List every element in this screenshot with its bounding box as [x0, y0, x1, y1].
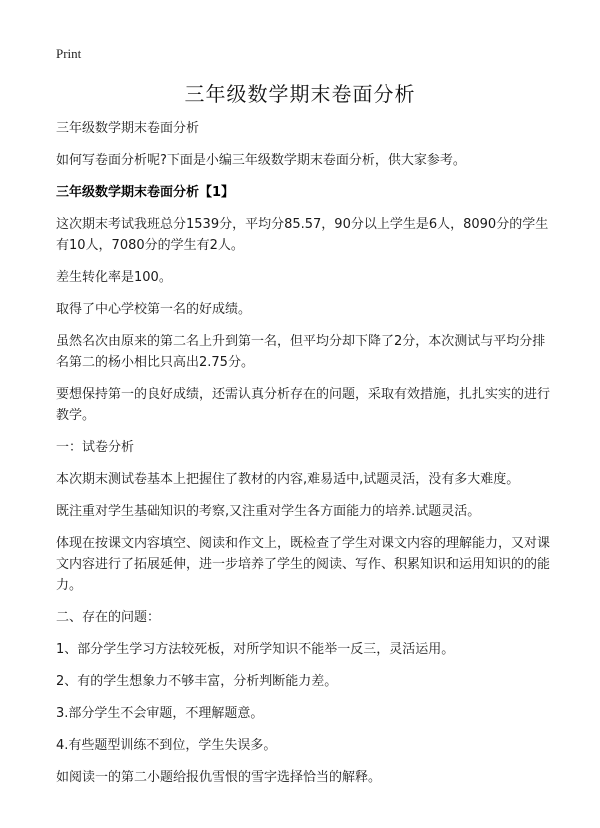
body-paragraph: 既注重对学生基础知识的考察,又注重对学生各方面能力的培养.试题灵活。: [56, 504, 481, 519]
list-item: 3.部分学生不会审题，不理解题意。: [56, 706, 264, 721]
body-paragraph: 这次期末考试我班总分1539分，平均分85.57，90分以上学生是6人，8090分的学生有10人，7080分的学生有2人。: [56, 217, 549, 253]
subtitle-paragraph: 三年级数学期末卷面分析: [56, 121, 200, 136]
document-body: [56, 118, 556, 799]
body-paragraph: 差生转化率是100。: [56, 270, 172, 285]
list-item: 1、部分学生学习方法较死板，对所学知识不能举一反三，灵活运用。: [56, 642, 455, 657]
body-paragraph: 取得了中心学校第一名的好成绩。: [56, 302, 252, 317]
document-title: 三年级数学期末卷面分析: [184, 82, 416, 106]
body-paragraph: 体现在按课文内容填空、阅读和作文上，既检查了学生对课文内容的理解能力，又对课文内容进行了拓展延伸，进一步培养了学生的阅读、写作、积累知识和运用知识的的能力。: [56, 536, 551, 593]
body-paragraph: 虽然名次由原来的第二名上升到第一名，但平均分却下降了2分，本次测试与平均分排名第二的杨小相比只高出2.75分。: [56, 334, 546, 370]
subsection-heading: 二、存在的问题：: [56, 610, 161, 625]
list-item: 4.有些题型训练不到位，学生失误多。: [56, 738, 277, 753]
list-item: 2、有的学生想象力不够丰富，分析判断能力差。: [56, 674, 338, 689]
body-paragraph: 本次期末测试卷基本上把握住了教材的内容,难易适中,试题灵活，没有多大难度。: [56, 472, 520, 487]
section-heading: 三年级数学期末卷面分析【1】: [56, 185, 235, 200]
print-label: Print: [56, 46, 82, 61]
intro-paragraph: 如何写卷面分析呢?下面是小编三年级数学期末卷面分析，供大家参考。: [56, 153, 466, 168]
body-paragraph: 要想保持第一的良好成绩，还需认真分析存在的问题，采取有效措施，扎扎实实的进行教学。: [56, 387, 551, 423]
subsection-heading: 一：试卷分析: [56, 440, 135, 455]
body-paragraph: 如阅读一的第二小题给报仇雪恨的雪字选择恰当的解释。: [56, 770, 382, 785]
